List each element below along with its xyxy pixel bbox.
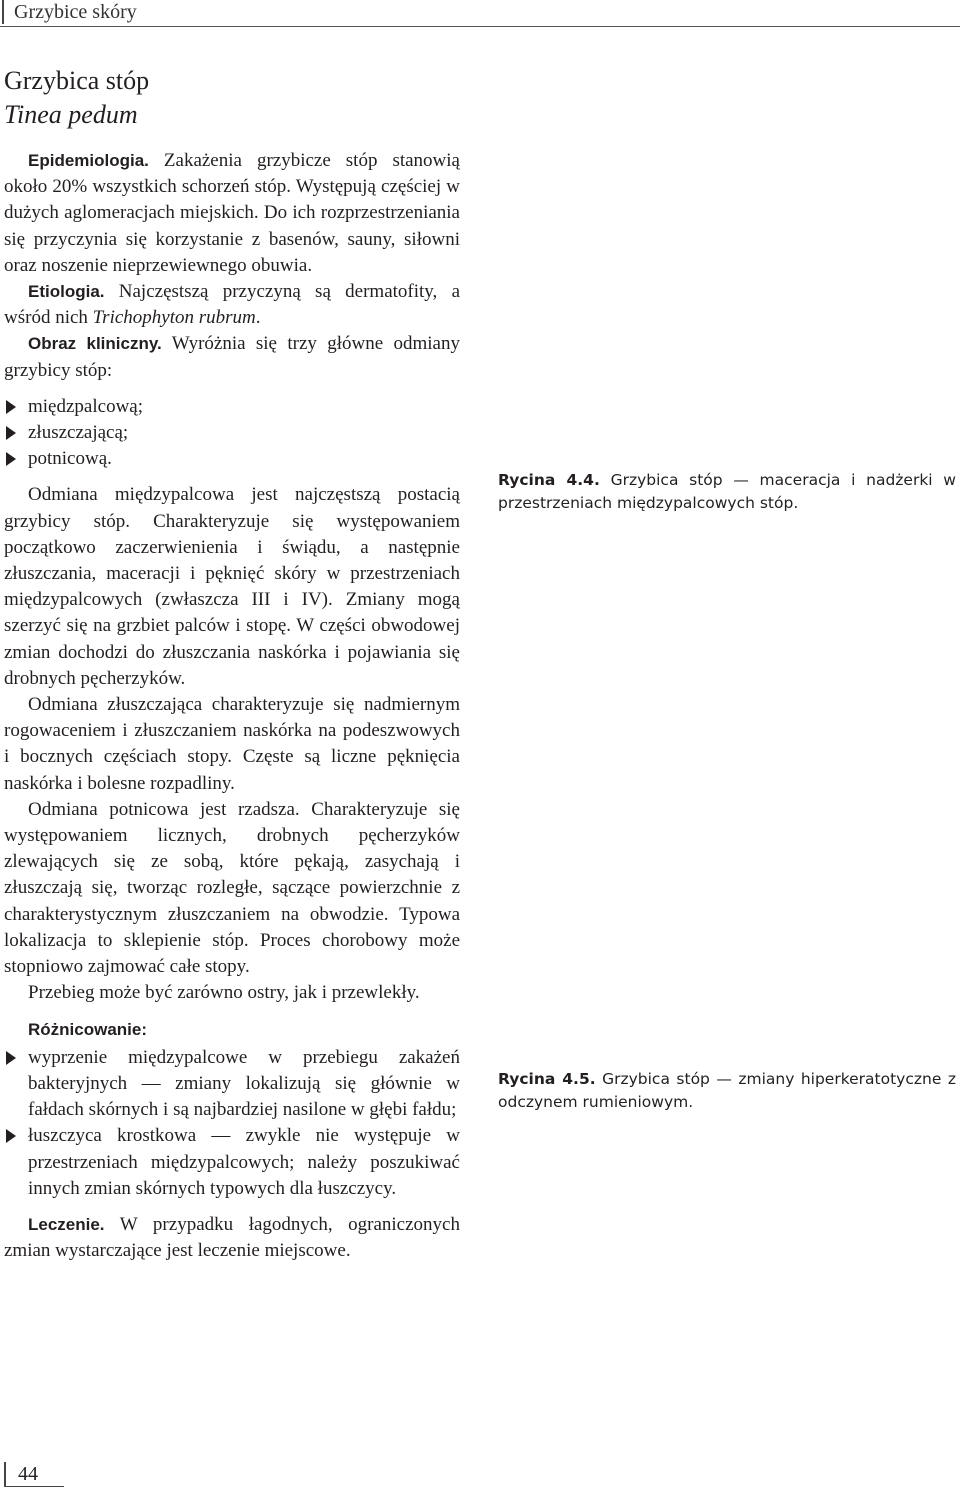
epidemiology-paragraph	[4, 148, 460, 279]
triangle-bullet-icon	[6, 400, 16, 414]
epidemiology-text: Zakażenia grzybicze stóp stanowią około 20% wszystkich schorzeń stóp. Występują częściej w dużych aglomeracjach miejskich. Do ich rozprzestrzeniania się przyczynia się korzystanie z basenów, sauny, siłowni oraz noszenie nieprzewiewnego obuwia.	[4, 150, 460, 276]
caption-label: Rycina 4.5.	[498, 1070, 596, 1088]
etiology-end: .	[255, 307, 261, 329]
page-number-block	[0, 1462, 70, 1488]
page-number-underline	[4, 1486, 64, 1487]
etiology-label: Etiologia.	[28, 282, 105, 302]
list-item: złuszczającą;	[4, 420, 460, 446]
clinical-label: Obraz kliniczny.	[28, 334, 162, 354]
differential-label: Różnicowanie:	[28, 1019, 148, 1039]
treatment-label: Leczenie.	[28, 1214, 105, 1234]
list-item: potnicową.	[4, 446, 460, 472]
etiology-text: Najczęstszą przyczyną są dermatofity, a wśród nich	[4, 281, 461, 329]
section-title: Grzybica stóp	[4, 66, 150, 95]
triangle-bullet-icon	[6, 426, 16, 440]
treatment-text: W przypadku łagodnych, ograniczonych zmian wystarczające jest leczenie miejscowe.	[4, 1213, 460, 1262]
triangle-bullet-icon	[6, 1129, 16, 1143]
figure-caption	[498, 1068, 956, 1114]
etiology-organism: Trichophyton rubrum	[92, 307, 256, 329]
figure-caption	[498, 469, 956, 515]
course-paragraph: Przebieg może być zarówno ostry, jak i przewlekły.	[28, 982, 420, 1004]
page-number-rule	[4, 1462, 6, 1486]
header-rule	[2, 0, 4, 24]
page-number: 44	[18, 1463, 38, 1485]
triangle-bullet-icon	[6, 1051, 16, 1065]
clinical-paragraph	[4, 331, 460, 383]
list-item: wyprzenie międzypalcowe w przebiegu zakażeń bakteryjnych — zmiany lokalizują się głównie w fałdach skórnych i są najbardziej nasilone w głębi fałdu;	[4, 1045, 460, 1124]
running-header	[0, 0, 960, 27]
section-subtitle: Tinea pedum	[4, 100, 138, 129]
treatment-paragraph	[4, 1212, 460, 1264]
differential-heading	[4, 1017, 460, 1043]
etiology-paragraph	[4, 279, 460, 331]
clinical-text: Wyróżnia się trzy główne odmiany grzybicy stóp:	[4, 333, 460, 381]
triangle-bullet-icon	[6, 452, 16, 466]
caption-text: Grzybica stóp — maceracja i nadżerki w przestrzeniach międzypalcowych stóp.	[498, 471, 956, 512]
interdigital-paragraph: Odmiana międzypalcowa jest najczęstszą postacią grzybicy stóp. Charakteryzuje się występowaniem początkowo zaczerwienienia i świądu, a następnie złuszczania, maceracji i pęknięć skóry w przestrzeniach międzypalcowych (zwłaszcza III i IV). Zmiany mogą szerzyć się na grzbiet palców i stopę. W części obwodowej zmian dochodzi do złuszczania naskórka i pojawiania się drobnych pęcherzyków.	[4, 484, 460, 689]
scaly-paragraph: Odmiana złuszczająca charakteryzuje się nadmiernym rogowaceniem i złuszczaniem naskórka na podeszwowych i bocznych częściach stopy. Częste są liczne pęknięcia naskórka i bolesne rozpadliny.	[4, 694, 460, 794]
clinical-types-list	[4, 394, 460, 473]
main-column	[4, 64, 460, 1264]
epidemiology-label: Epidemiologia.	[28, 151, 149, 170]
running-title: Grzybice skóry	[14, 1, 137, 23]
list-item: międzpalcową;	[4, 394, 460, 420]
sweat-paragraph: Odmiana potnicowa jest rzadsza. Charakteryzuje się występowaniem licznych, drobnych pęcherzyków zlewających się ze sobą, które pękają, zasychają i złuszczają się, tworząc rozległe, sączące powierzchnie z charakterystycznym złuszczaniem na obwodzie. Typowa lokalizacja to sklepienie stóp. Proces chorobowy może stopniowo zajmować całe stopy.	[4, 798, 460, 978]
caption-text: Grzybica stóp — zmiany hiperkeratotyczne z odczynem rumieniowym.	[498, 1070, 956, 1111]
list-item: łuszczyca krostkowa — zwykle nie występuje w przestrzeniach międzypalcowych; należy poszukiwać innych zmian skórnych typowych dla łuszczycy.	[4, 1123, 460, 1202]
caption-label: Rycina 4.4.	[498, 471, 600, 489]
differential-list	[4, 1045, 460, 1202]
